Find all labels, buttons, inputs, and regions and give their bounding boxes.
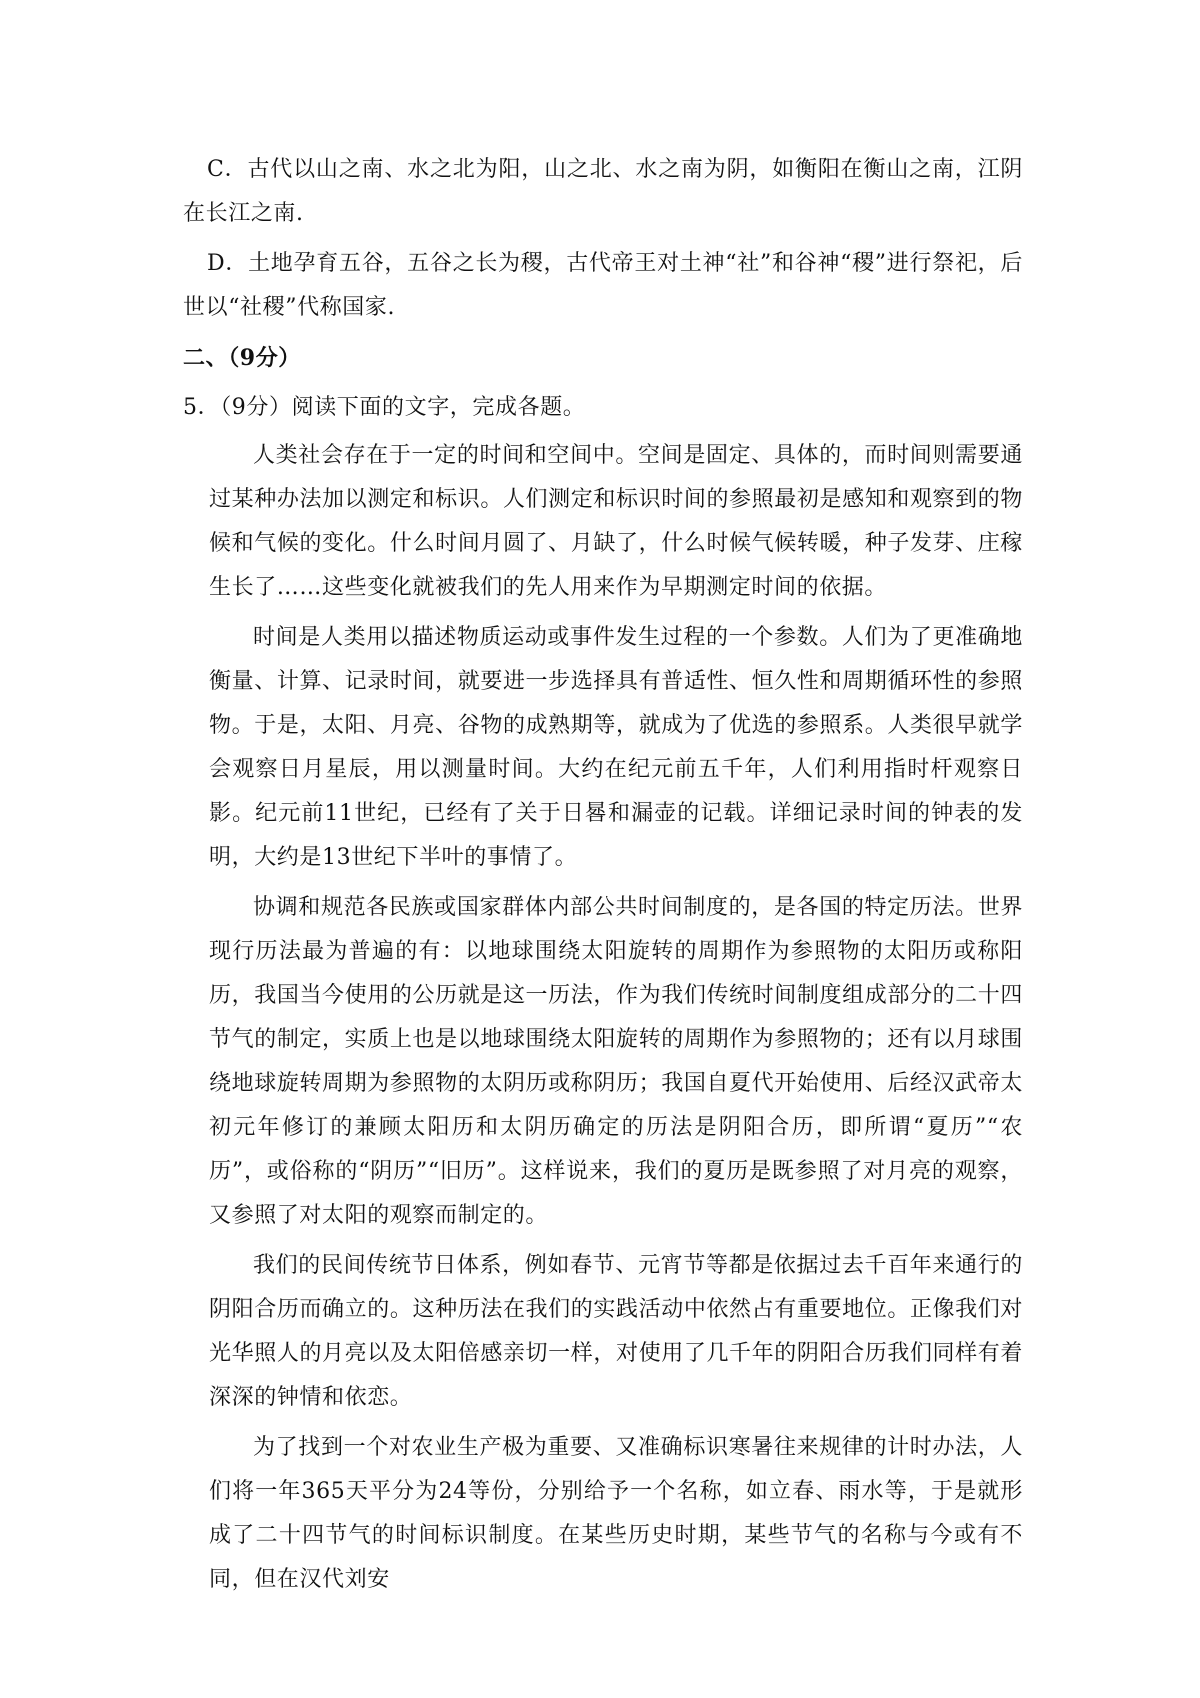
option-d: D．土地孕育五谷，五谷之长为稷，古代帝王对土神“社”和谷神“稷”进行祭祀，后世以“社稷”代称国家. — [183, 251, 1023, 320]
question-stem: 5．（9分）阅读下面的文字，完成各题。 — [183, 395, 586, 420]
passage-paragraph-2: 时间是人类用以描述物质运动或事件发生过程的一个参数。人们为了更准确地衡量、计算、记录时间，就要进一步选择具有普适性、恒久性和周期循环性的参照物。于是，太阳、月亮、谷物的成熟期等，就成为了优选的参照系。人类很早就学会观察日月星辰，用以测量时间。大约在纪元前五千年，人们利用指时杆观察日影。纪元前11世纪，已经有了关于日晷和漏壶的记载。详细记录时间的钟表的发明，大约是13世纪下半叶的事情了。 — [209, 625, 1023, 870]
passage-paragraph-1: 人类社会存在于一定的时间和空间中。空间是固定、具体的，而时间则需要通过某种办法加以测定和标识。人们测定和标识时间的参照最初是感知和观察到的物候和气候的变化。什么时间月圆了、月缺了，什么时候气候转暖，种子发芽、庄稼生长了……这些变化就被我们的先人用来作为早期测定时间的依据。 — [209, 443, 1023, 600]
passage-paragraph-3: 协调和规范各民族或国家群体内部公共时间制度的，是各国的特定历法。世界现行历法最为普遍的有：以地球围绕太阳旋转的周期作为参照物的太阳历或称阳历，我国当今使用的公历就是这一历法，作为我们传统时间制度组成部分的二十四节气的制定，实质上也是以地球围绕太阳旋转的周期作为参照物的；还有以月球围绕地球旋转周期为参照物的太阴历或称阴历；我国自夏代开始使用、后经汉武帝太初元年修订的兼顾太阳历和太阴历确定的历法是阴阳合历，即所谓“夏历”“农历”，或俗称的“阴历”“旧历”。这样说来，我们的夏历是既参照了对月亮的观察，又参照了对太阳的观察而制定的。 — [209, 895, 1023, 1228]
passage-paragraph-4: 我们的民间传统节日体系，例如春节、元宵节等都是依据过去千百年来通行的阴阳合历而确立的。这种历法在我们的实践活动中依然占有重要地位。正像我们对光华照人的月亮以及太阳倍感亲切一样，对使用了几千年的阴阳合历我们同样有着深深的钟情和依恋。 — [209, 1253, 1023, 1410]
section-title: 二、（9分） — [183, 345, 301, 371]
document-body — [183, 148, 1023, 1608]
reading-passage — [183, 434, 1023, 1602]
passage-paragraph-5: 为了找到一个对农业生产极为重要、又准确标识寒暑往来规律的计时办法，人们将一年365天平分为24等份，分别给予一个名称，如立春、雨水等，于是就形成了二十四节气的时间标识制度。在某些历史时期，某些节气的名称与今或有不同，但在汉代刘安 — [209, 1435, 1023, 1592]
option-c: C．古代以山之南、水之北为阳，山之北、水之南为阴，如衡阳在衡山之南，江阴在长江之南. — [183, 157, 1023, 226]
